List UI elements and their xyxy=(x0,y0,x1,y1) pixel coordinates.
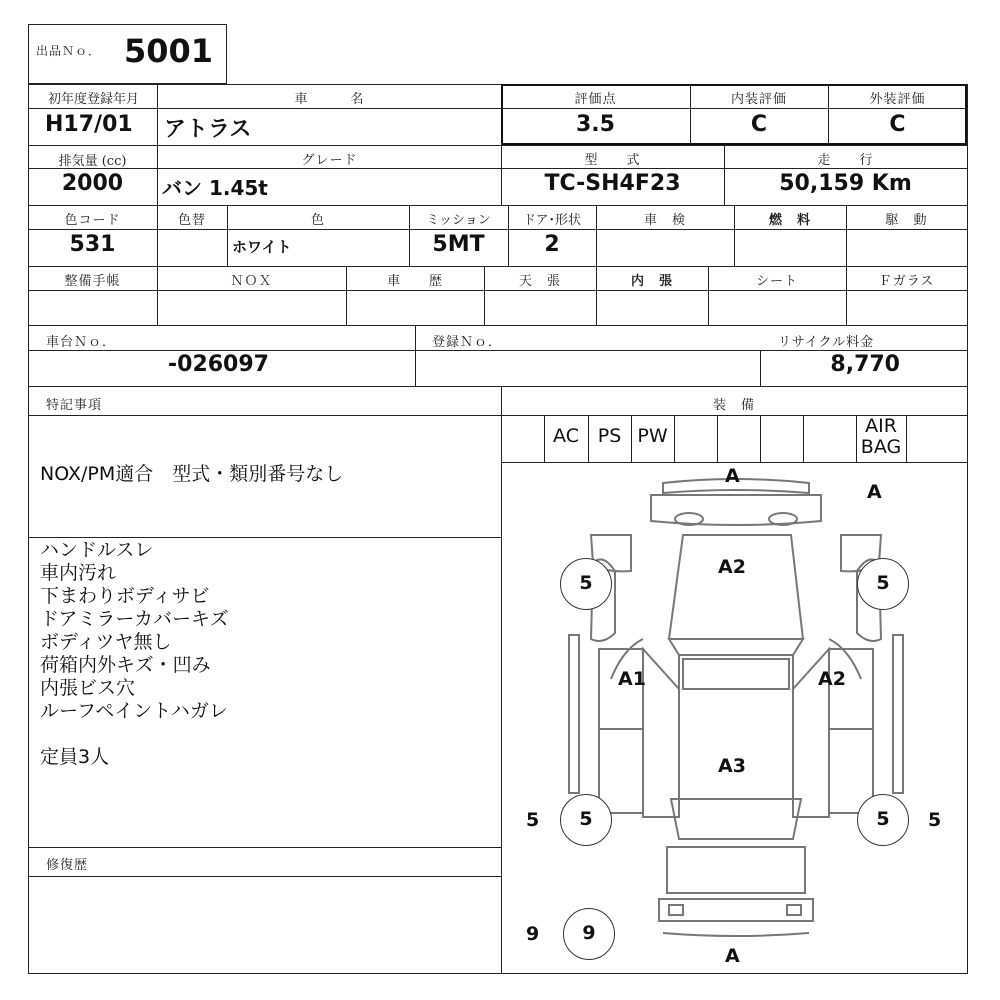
color-code-label: 色コード xyxy=(64,213,121,228)
maintenance-label: 整備手帳 xyxy=(64,274,121,289)
mark-front-bumper: A xyxy=(725,465,740,487)
interior-trim-label: 内 張 xyxy=(630,274,673,289)
equipment-divider xyxy=(803,415,804,462)
spare-tire: 9 xyxy=(563,908,615,960)
mark-hood: A2 xyxy=(718,556,746,578)
equipment-divider xyxy=(906,415,907,462)
color-label: 色 xyxy=(310,213,325,228)
lot-number: 5001 xyxy=(124,32,214,70)
seat-label: シート xyxy=(755,274,798,289)
equipment-divider xyxy=(717,415,718,462)
tire-rear-right-outer: 5 xyxy=(928,809,942,831)
chassis-value: -026097 xyxy=(168,352,269,377)
door-label: ドア･形状 xyxy=(522,213,582,228)
first-reg-value: H17/01 xyxy=(45,112,133,137)
repair-label: 修復歴 xyxy=(46,858,89,873)
mileage-label: 走 行 xyxy=(817,153,874,168)
equipment-label: 装 備 xyxy=(712,398,755,413)
spare-outer: 9 xyxy=(526,923,540,945)
mark-right-door: A2 xyxy=(818,668,846,690)
mark-front-right-outside: A xyxy=(867,481,882,503)
drive-label: 駆 動 xyxy=(885,213,928,228)
first-reg-label: 初年度登録年月 xyxy=(47,92,139,107)
mileage-value: 50,159 Km xyxy=(779,171,912,196)
interior-label: 内装評価 xyxy=(730,92,787,107)
car-diagram xyxy=(503,463,968,973)
model-label: 型 式 xyxy=(584,153,641,168)
tire-front-left: 5 xyxy=(560,558,612,610)
score-value: 3.5 xyxy=(576,112,615,137)
mark-left-door: A1 xyxy=(618,668,646,690)
nox-label: ＮＯＸ xyxy=(230,274,273,289)
glass-label: Ｆガラス xyxy=(878,274,935,289)
recycle-value: 8,770 xyxy=(830,352,900,377)
equipment-divider xyxy=(674,415,675,462)
equipment-item: PW xyxy=(637,425,668,447)
equipment-divider xyxy=(760,415,761,462)
grade-value: バン 1.45t xyxy=(162,176,268,200)
equipment-item: PS xyxy=(597,425,622,447)
displacement-label: 排気量 (cc) xyxy=(58,154,127,169)
color-change-label: 色替 xyxy=(177,213,206,228)
interior-value: C xyxy=(750,112,768,137)
mission-label: ミッション xyxy=(426,213,491,228)
ceiling-label: 天 張 xyxy=(518,274,561,289)
remarks-notes: ハンドルスレ 車内汚れ 下まわりボディサビ ドアミラーカバーキズ ボディツヤ無し 荷箱内外キズ・凹み 内張ビス穴 ルーフペイントハガレ 定員3人 xyxy=(40,539,229,768)
mission-value: 5MT xyxy=(432,232,485,257)
car-name-label: 車 名 xyxy=(294,92,365,107)
exterior-label: 外装評価 xyxy=(869,92,926,107)
tire-rear-left-outer: 5 xyxy=(526,809,540,831)
remarks-label: 特記事項 xyxy=(46,398,103,413)
door-value: 2 xyxy=(544,232,560,257)
history-label: 車 歴 xyxy=(386,274,443,289)
fuel-label: 燃 料 xyxy=(768,213,811,228)
grade-label: グレード xyxy=(301,153,358,168)
inspection-label: 車 検 xyxy=(643,213,686,228)
recycle-label: リサイクル料金 xyxy=(778,335,875,350)
equipment-item: AIR BAG xyxy=(860,415,902,458)
exterior-value: C xyxy=(889,112,906,137)
registration-label: 登録Ｎｏ． xyxy=(432,335,503,350)
displacement-value: 2000 xyxy=(61,171,124,196)
color-code-value: 531 xyxy=(69,232,116,257)
model-value: TC-SH4F23 xyxy=(544,171,681,196)
score-label: 評価点 xyxy=(574,92,617,107)
tire-rear-right: 5 xyxy=(857,794,909,846)
equipment-item: AC xyxy=(553,425,579,447)
tire-front-right: 5 xyxy=(857,558,909,610)
remarks-line1: NOX/PM適合 型式・類別番号なし xyxy=(40,463,344,485)
mark-rear: A xyxy=(725,945,740,967)
mark-roof: A3 xyxy=(718,755,746,777)
color-value: ホワイト xyxy=(232,238,292,256)
lot-label: 出品Ｎｏ． xyxy=(36,44,102,58)
chassis-label: 車台Ｎｏ． xyxy=(46,335,117,350)
car-name-value: アトラス xyxy=(164,117,252,142)
tire-rear-left: 5 xyxy=(560,794,612,846)
